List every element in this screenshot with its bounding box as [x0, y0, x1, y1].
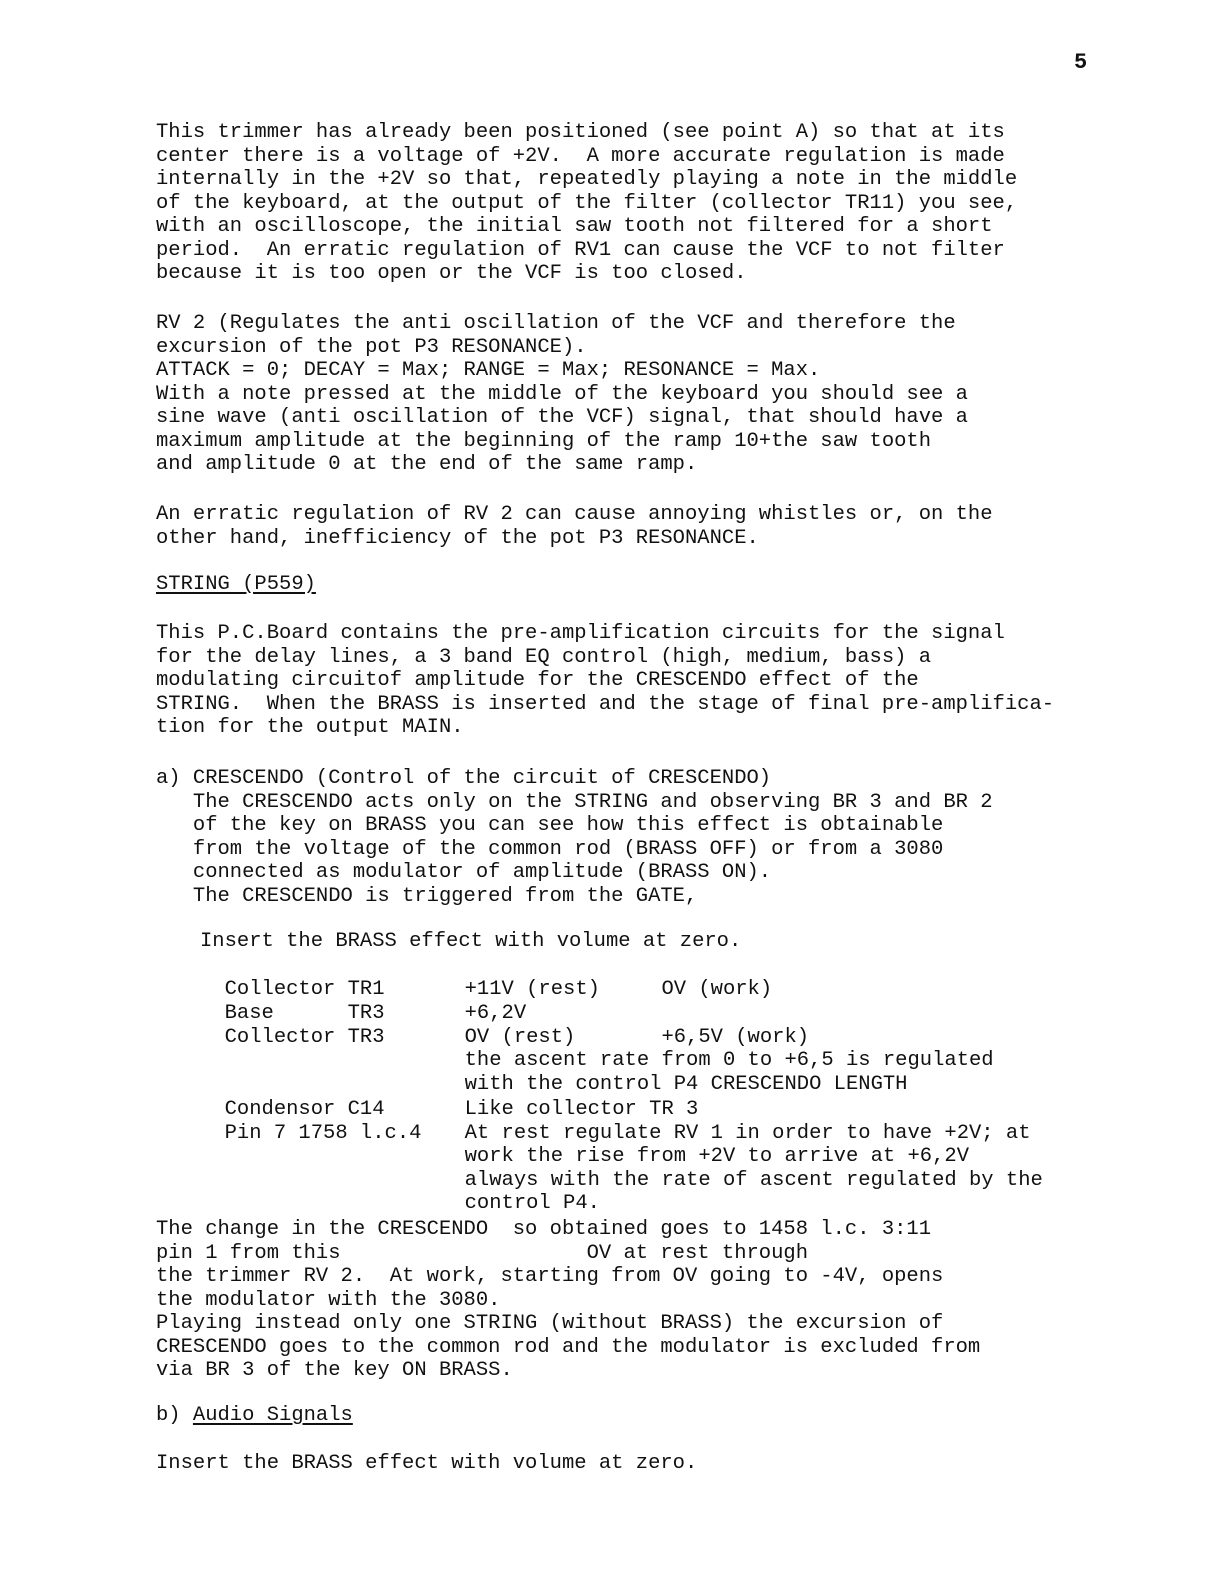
- measurement-label: Base TR3: [224, 1001, 385, 1025]
- measurement-label: Collector TR1: [224, 977, 385, 1001]
- measurement-value: OV (rest) +6,5V (work) the ascent rate from 0 to +6,5 is regulated with the control P4 CRESCENDO LENGTH: [464, 1025, 994, 1096]
- paragraph-rv2-erratic: An erratic regulation of RV 2 can cause annoying whistles or, on the other hand, inefficiency of the pot P3 RESONANCE.: [156, 503, 993, 550]
- insert-brass-line: Insert the BRASS effect with volume at zero.: [200, 930, 742, 953]
- paragraph-pc-board: This P.C.Board contains the pre-amplification circuits for the signal for the delay lines, a 3 band EQ control (high, medium, bass) a modulating circuitof amplitude for the CRESCENDO effect of the STRING. When the BRASS is inserted and the stage of final pre-amplifica- tion for the output MAIN.: [156, 622, 1055, 739]
- measurement-value: +11V (rest) OV (work): [464, 977, 773, 1001]
- section-heading-string: STRING (P559): [156, 573, 316, 596]
- paragraph-crescendo-change: The change in the CRESCENDO so obtained goes to 1458 l.c. 3:11 pin 1 from this OV at rest through the trimmer RV 2. At work, starting from OV going to -4V, opens the modulator with the 3080. Playing instead only one STRING (without BRASS) the excursion of CRESCENDO goes to the common rod and the modulator is excluded from via BR 3 of the key ON BRASS.: [156, 1218, 981, 1382]
- measurement-label: Collector TR3: [224, 1025, 385, 1049]
- list-item-b-prefix: b): [156, 1404, 193, 1427]
- paragraph-rv2: RV 2 (Regulates the anti oscillation of the VCF and therefore the excursion of the pot P3 RESONANCE). ATTACK = 0; DECAY = Max; RANGE = Max; RESONANCE = Max. With a note pressed at the middle of the keyboard you should see a sine wave (anti oscillation of the VCF) signal, that should have a maximum amplitude at the beginning of the ramp 10+the saw tooth and amplitude 0 at the end of the same ramp.: [156, 312, 968, 476]
- measurement-label: Pin 7 1758 l.c.4: [224, 1121, 422, 1145]
- measurement-value: +6,2V: [464, 1001, 527, 1025]
- measurement-value: At rest regulate RV 1 in order to have +2V; at work the rise from +2V to arrive at +6,2V always with the rate of ascent regulated by the control P4.: [464, 1121, 1043, 1215]
- measurement-label: Condensor C14: [224, 1097, 385, 1121]
- section-heading-audio-signals: Audio Signals: [192, 1404, 353, 1427]
- page-number: 5: [1074, 50, 1088, 75]
- paragraph-trimmer-rv1: This trimmer has already been positioned (see point A) so that at its center there is a voltage of +2V. A more accurate regulation is made internally in the +2V so that, repeatedly playing a note in the middle of the keyboard, at the output of the filter (collector TR11) you see, with an oscilloscope, the initial saw tooth not filtered for a short period. An erratic regulation of RV1 can cause the VCF to not filter because it is too open or the VCF is too closed.: [156, 121, 1018, 285]
- measurement-row: [200, 1098, 1200, 1216]
- list-item-b-audio-signals: [156, 1404, 1206, 1428]
- measurement-value: Like collector TR 3: [464, 1097, 699, 1121]
- list-item-a-crescendo: a) CRESCENDO (Control of the circuit of CRESCENDO) The CRESCENDO acts only on the STRING and observing BR 3 and BR 2 of the key on BRASS you can see how this effect is obtainable from the voltage of the common rod (BRASS OFF) or from a 3080 connected as modulator of amplitude (BRASS ON). The CRESCENDO is triggered from the GATE,: [156, 767, 993, 908]
- paragraph-insert-brass-final: Insert the BRASS effect with volume at zero.: [156, 1452, 698, 1475]
